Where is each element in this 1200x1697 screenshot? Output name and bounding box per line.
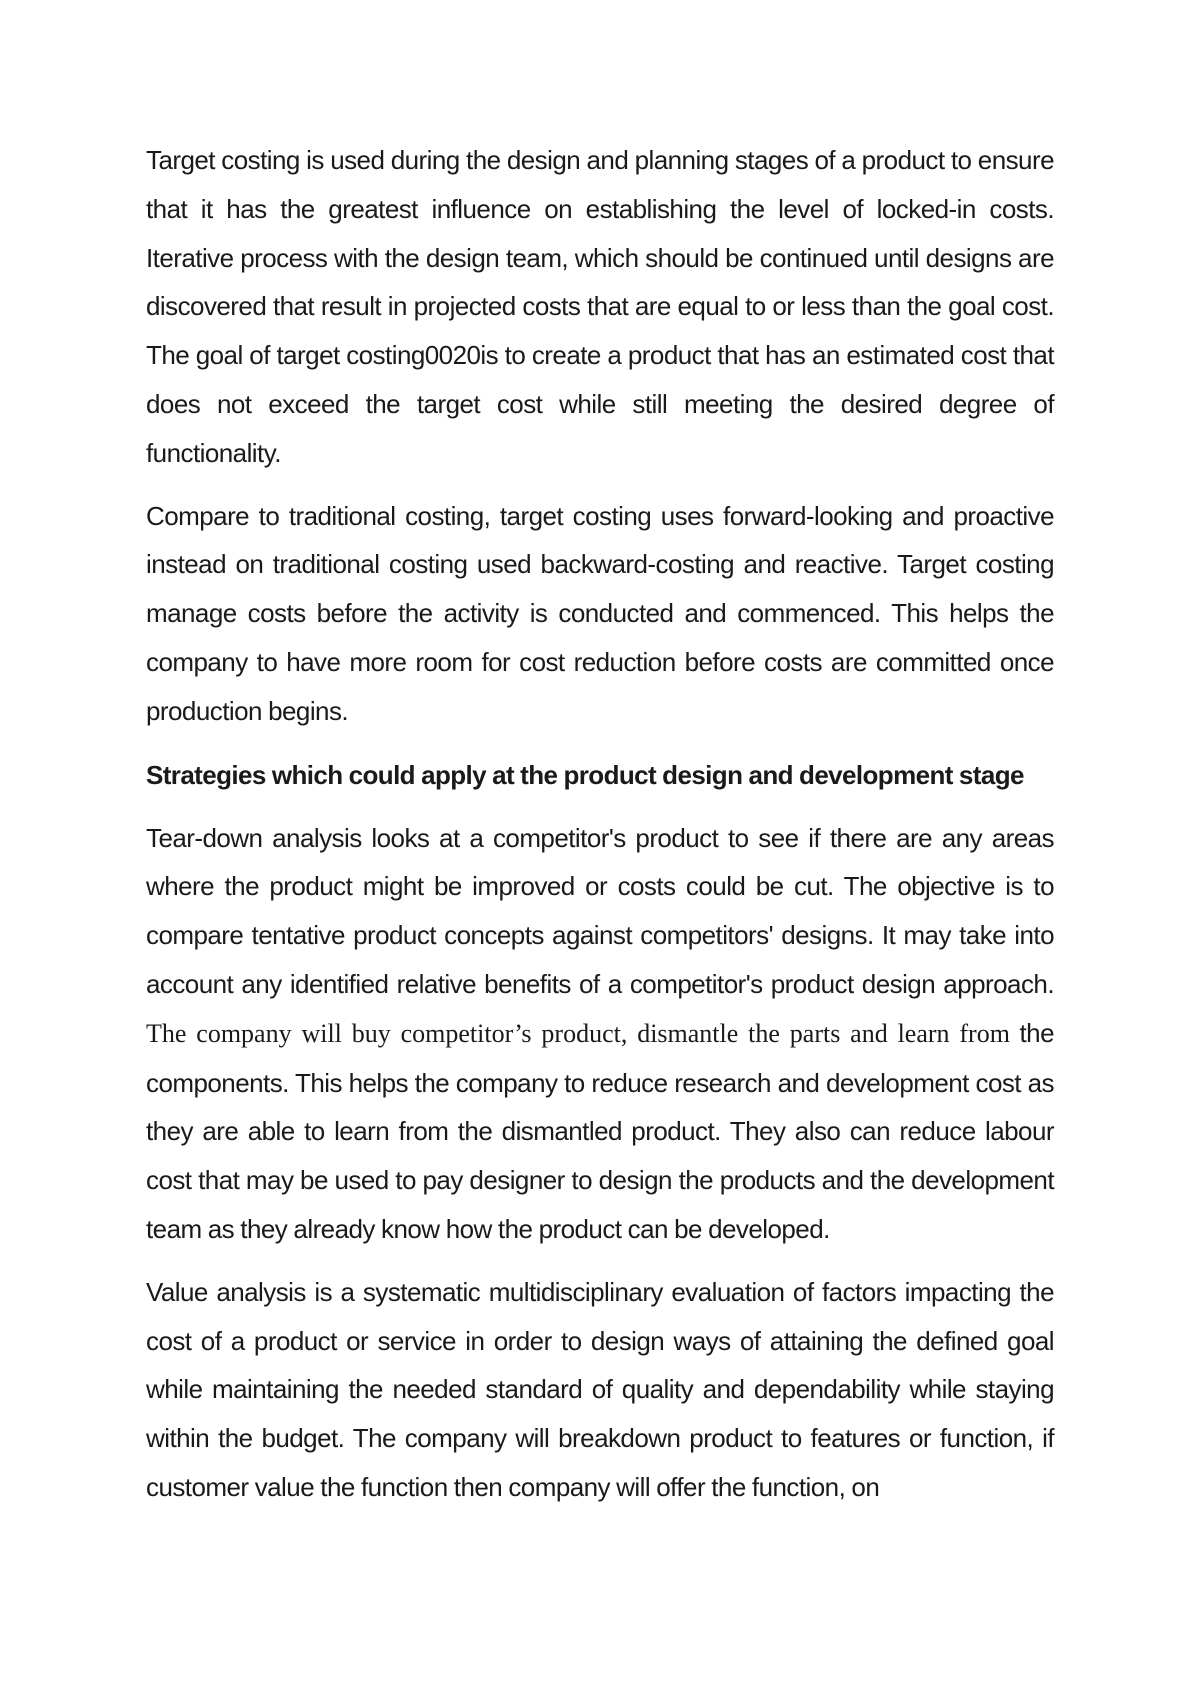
section-heading: Strategies which could apply at the product design and development stage xyxy=(146,759,1024,790)
tear-down-text-2: the components. This helps the company to reduce research and development cost as they are able to learn from the dismantled product. They also can reduce labour cost that may be used to pay designer to design the products and the development team as they already know how the product can be developed. xyxy=(146,1017,1054,1244)
paragraph-traditional-comparison: Compare to traditional costing, target costing uses forward-looking and proactive instead on traditional costing used backward-costing and reactive. Target costing manage costs before the activity is conducted and commenced. This helps the company to have more room for cost reduction before costs are committed once production begins. xyxy=(146,500,1054,726)
paragraph-value-analysis: Value analysis is a systematic multidisciplinary evaluation of factors impacting the cost of a product or service in order to design ways of attaining the defined goal while maintaining the needed standard of quality and dependability while staying within the budget. The company will breakdown product to features or function, if customer value the function then company will offer the function, on xyxy=(146,1276,1054,1502)
tear-down-text-serif: The company will buy competitor’s product, dismantle the parts and learn from xyxy=(146,1018,1010,1048)
paragraph-tear-down-analysis xyxy=(146,814,1054,1254)
tear-down-text-1: Tear-down analysis looks at a competitor's product to see if there are any areas where the product might be improved or costs could be cut. The objective is to compare tentative product concepts against competitors' designs. It may take into account any identified relative benefits of a competitor's product design approach. xyxy=(146,822,1054,999)
paragraph-target-costing-definition: Target costing is used during the design and planning stages of a product to ensure that it has the greatest influence on establishing the level of locked-in costs. Iterative process with the design team, which should be continued until designs are discovered that result in projected costs that are equal to or less than the goal cost. The goal of target costing0020is to create a product that has an estimated cost that does not exceed the target cost while still meeting the desired degree of functionality. xyxy=(146,145,1054,468)
document-body xyxy=(146,136,1054,1526)
